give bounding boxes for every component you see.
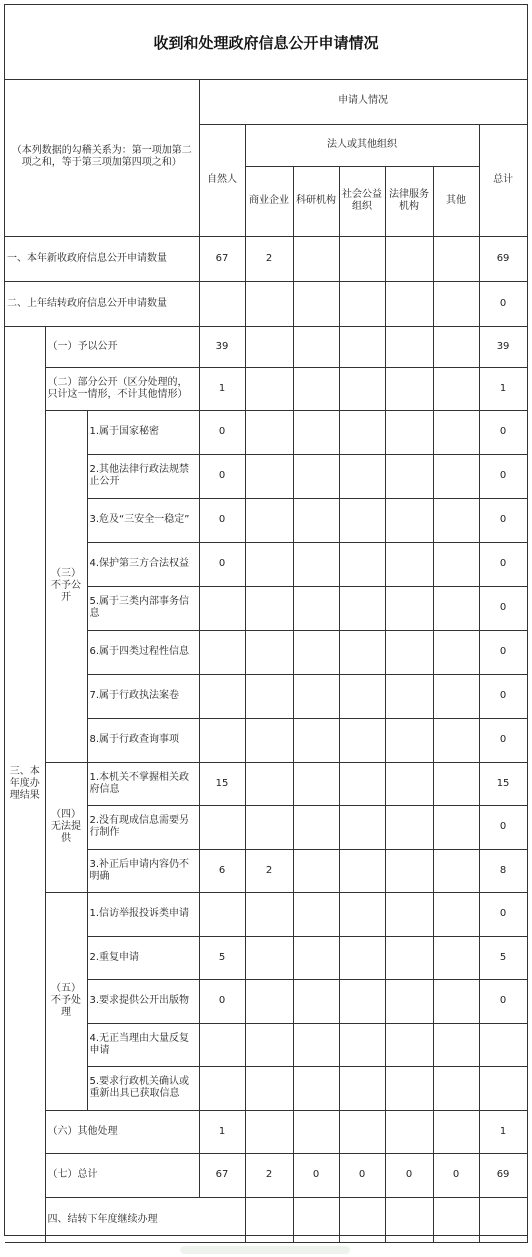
table-title: 收到和处理政府信息公开申请情况: [5, 5, 527, 80]
table-row: [5, 236, 527, 281]
note-cell: （本列数据的勾稽关系为：第一项加第二项之和，等于第三项加第四项之和）: [5, 79, 199, 236]
value-cell: 1: [479, 367, 527, 410]
natural-person-header: 自然人: [199, 124, 245, 236]
value-cell: [479, 1066, 527, 1110]
value-cell: 0: [479, 892, 527, 936]
table-row: [5, 367, 527, 410]
value-cell: [199, 281, 245, 326]
item-label: 1.本机关不掌握相关政府信息: [87, 762, 199, 805]
legal-org-header: 法人或其他组织: [245, 124, 479, 166]
public-welfare-header: 社会公益组织: [339, 166, 385, 236]
value-cell: 39: [199, 326, 245, 367]
value-cell: [245, 1197, 293, 1242]
value-cell: 0: [339, 1153, 385, 1197]
value-cell: 0: [479, 586, 527, 630]
value-cell: 0: [385, 1153, 433, 1197]
group-label: （四）无法提供: [45, 762, 87, 892]
item-label: 6.属于四类过程性信息: [87, 630, 199, 674]
table-row: [5, 1153, 527, 1197]
other-header: 其他: [433, 166, 479, 236]
value-cell: 0: [199, 410, 245, 454]
value-cell: 0: [293, 1153, 339, 1197]
item-label: 3.要求提供公开出版物: [87, 979, 199, 1023]
group-label: （二）部分公开（区分处理的，只计这一情形，不计其他情形）: [45, 367, 199, 410]
item-label: 4.保护第三方合法权益: [87, 542, 199, 586]
group-label: （三）不予公开: [45, 410, 87, 762]
row-label: 二、上年结转政府信息公开申请数量: [5, 281, 199, 326]
value-cell: 15: [199, 762, 245, 805]
value-cell: 0: [479, 410, 527, 454]
value-cell: 39: [479, 326, 527, 367]
business-header: 商业企业: [245, 166, 293, 236]
item-label: 3.补正后申请内容仍不明确: [87, 849, 199, 892]
value-cell: [199, 718, 245, 762]
value-cell: [199, 1023, 245, 1066]
report-sheet: [4, 4, 528, 1236]
total-header: 总计: [479, 124, 527, 236]
applicant-header: 申请人情况: [199, 79, 527, 124]
value-cell: 0: [199, 979, 245, 1023]
value-cell: [479, 1023, 527, 1066]
value-cell: [433, 281, 479, 326]
item-label: 7.属于行政执法案卷: [87, 674, 199, 718]
value-cell: [245, 762, 293, 805]
value-cell: 0: [479, 281, 527, 326]
item-label: 5.属于三类内部事务信息: [87, 586, 199, 630]
item-label: 5.要求行政机关确认或重新出具已获取信息: [87, 1066, 199, 1110]
table-row: [5, 1110, 527, 1153]
value-cell: [293, 281, 339, 326]
table-row: [5, 410, 527, 454]
value-cell: [245, 805, 293, 849]
group-label: （一）予以公开: [45, 326, 199, 367]
value-cell: 6: [199, 849, 245, 892]
table-row: [5, 281, 527, 326]
table-row: [5, 1197, 527, 1242]
table-row: [5, 762, 527, 805]
item-label: 1.信访举报投诉类申请: [87, 892, 199, 936]
value-cell: [199, 586, 245, 630]
value-cell: 0: [199, 542, 245, 586]
value-cell: [339, 281, 385, 326]
value-cell: 1: [199, 367, 245, 410]
item-label: 3.危及“三安全一稳定”: [87, 498, 199, 542]
item-label: 1.属于国家秘密: [87, 410, 199, 454]
value-cell: 0: [479, 498, 527, 542]
value-cell: 0: [199, 498, 245, 542]
row-label: 四、结转下年度继续办理: [45, 1197, 245, 1242]
results-section-label: 三、本年度办理结果: [5, 326, 45, 1242]
value-cell: [199, 630, 245, 674]
value-cell: 0: [433, 1153, 479, 1197]
value-cell: 0: [479, 454, 527, 498]
table-row: [5, 326, 527, 367]
value-cell: 69: [479, 1153, 527, 1197]
value-cell: 0: [479, 542, 527, 586]
value-cell: 5: [199, 936, 245, 979]
value-cell: [433, 236, 479, 281]
value-cell: [199, 674, 245, 718]
value-cell: 69: [479, 236, 527, 281]
research-header: 科研机构: [293, 166, 339, 236]
item-label: 8.属于行政查询事项: [87, 718, 199, 762]
value-cell: [199, 805, 245, 849]
value-cell: 0: [479, 718, 527, 762]
value-cell: 2: [245, 236, 293, 281]
value-cell: 1: [479, 1110, 527, 1153]
value-cell: 0: [479, 630, 527, 674]
item-label: 2.其他法律行政法规禁止公开: [87, 454, 199, 498]
value-cell: 2: [245, 849, 293, 892]
value-cell: 0: [479, 805, 527, 849]
item-label: 4.无正当理由大量反复申请: [87, 1023, 199, 1066]
value-cell: 0: [199, 454, 245, 498]
page-bottom-bar: [180, 1246, 350, 1254]
legal-service-header: 法律服务机构: [385, 166, 433, 236]
table-row: [5, 892, 527, 936]
value-cell: [385, 236, 433, 281]
value-cell: [339, 236, 385, 281]
value-cell: [385, 281, 433, 326]
value-cell: 1: [199, 1110, 245, 1153]
row-label: 一、本年新收政府信息公开申请数量: [5, 236, 199, 281]
value-cell: 8: [479, 849, 527, 892]
value-cell: 0: [479, 979, 527, 1023]
value-cell: 67: [199, 1153, 245, 1197]
item-label: 2.没有现成信息需要另行制作: [87, 805, 199, 849]
value-cell: 2: [245, 1153, 293, 1197]
group-label: （五）不予处理: [45, 892, 87, 1110]
group-label: （六）其他处理: [45, 1110, 199, 1153]
item-label: 2.重复申请: [87, 936, 199, 979]
value-cell: [245, 281, 293, 326]
value-cell: 15: [479, 762, 527, 805]
group-label: （七）总计: [45, 1153, 199, 1197]
value-cell: [293, 236, 339, 281]
statistics-table: [5, 79, 528, 1243]
value-cell: [199, 1066, 245, 1110]
value-cell: 0: [479, 674, 527, 718]
value-cell: [199, 892, 245, 936]
value-cell: 5: [479, 936, 527, 979]
value-cell: 67: [199, 236, 245, 281]
